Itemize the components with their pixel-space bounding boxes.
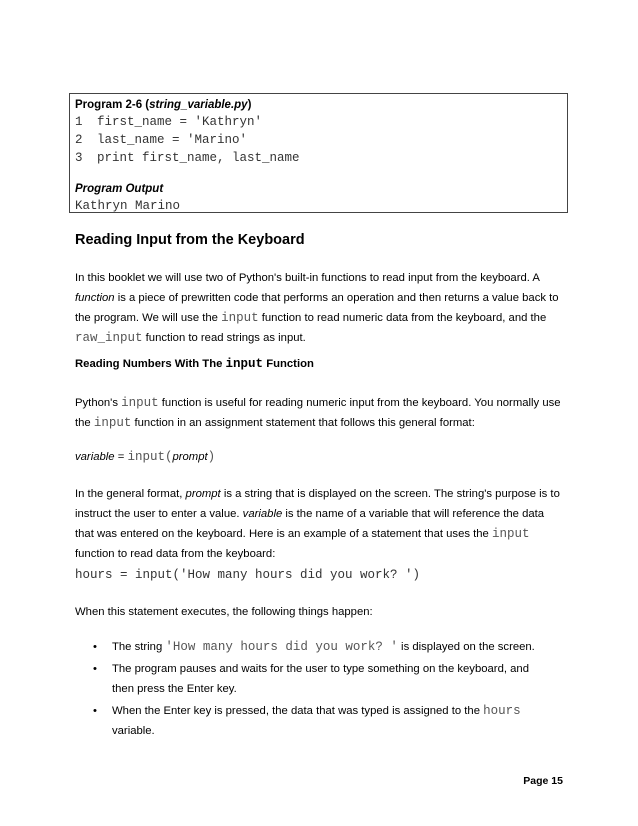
para2-code-1: input [121, 396, 159, 410]
general-format-line [75, 447, 565, 467]
subheading-code: input [225, 357, 264, 371]
intro-term-function: function [75, 292, 115, 304]
list-item: • When the Enter key is pressed, the data that was typed is assigned to the hours variable. [93, 704, 521, 737]
section-heading: Reading Input from the Keyboard [75, 232, 305, 248]
line-number: 1 [75, 115, 83, 129]
program-title [75, 97, 562, 113]
program-title-suffix: ) [247, 99, 252, 111]
bullet2-text: The program pauses and waits for the user to type something on the keyboard, and then press the Enter key. [112, 663, 529, 695]
intro-code-raw-input: raw_input [75, 331, 143, 345]
code-text: last_name = 'Marino' [97, 133, 248, 147]
program-listing-box [69, 93, 568, 213]
para2-text-2: function is useful for reading numeric input from the keyboard. You normally use the [75, 397, 561, 429]
bullet3-text-2: variable. [112, 725, 155, 737]
code-text: first_name = 'Kathryn' [97, 115, 263, 129]
para3-term-variable: variable [242, 508, 283, 520]
para3-text-4: function to read data from the keyboard: [75, 548, 276, 560]
bullet3-text-1: When the Enter key is pressed, the data that was typed is assigned to the [112, 705, 484, 717]
para2-text-1: Python's [75, 397, 122, 409]
bullet-list [93, 637, 543, 741]
bullet1-code: 'How many hours did you work? ' [165, 640, 398, 654]
format-equals: = [114, 451, 128, 463]
format-variable: variable [75, 451, 115, 463]
program-title-file: string_variable.py [149, 99, 248, 111]
para3-text-2: is a string that is displayed on the screen. The string's purpose is to instruct the user to enter a value. [75, 488, 560, 520]
format-func: input( [127, 450, 173, 464]
general-format-paragraph [75, 484, 565, 564]
intro-text-4: function to read strings as input. [142, 332, 306, 344]
intro-text-1: In this booklet we will use two of Python's built-in functions to read input from the keyboard. A [75, 272, 540, 284]
subheading-text-2: Function [263, 358, 314, 370]
code-line [75, 113, 562, 131]
intro-text-3: function to read numeric data from the keyboard, and the [258, 312, 547, 324]
subheading-text-1: Reading Numbers With The [75, 358, 226, 370]
para2-text-3: function in an assignment statement that follows this general format: [131, 417, 475, 429]
para3-text-1: In the general format, [75, 488, 186, 500]
program-output-text: Kathryn Marino [75, 199, 181, 213]
input-function-paragraph [75, 393, 565, 433]
example-code: hours = input('How many hours did you work? ') [75, 568, 421, 582]
line-number: 2 [75, 133, 83, 147]
bullet1-text-2: is displayed on the screen. [397, 641, 535, 653]
list-item: • The string 'How many hours did you work? ' is displayed on the screen. [93, 640, 535, 654]
page-number: Page 15 [523, 775, 563, 787]
code-line [75, 149, 562, 167]
intro-code-input: input [221, 311, 259, 325]
program-title-prefix: Program 2-6 ( [75, 99, 150, 111]
program-output-title: Program Output [75, 183, 164, 195]
bullet3-code: hours [483, 704, 521, 718]
para3-code: input [491, 527, 530, 541]
code-line [75, 131, 562, 149]
line-number: 3 [75, 151, 83, 165]
execution-intro: When this statement executes, the following things happen: [75, 606, 373, 618]
intro-text-2: is a piece of prewritten code that performs an operation and then returns a value back to the program. We will use the [75, 292, 559, 324]
list-item: • The program pauses and waits for the user to type something on the keyboard, and then press the Enter key. [93, 663, 529, 695]
format-close: ) [207, 450, 216, 464]
code-text: print first_name, last_name [97, 151, 300, 165]
para3-term-prompt: prompt [185, 488, 221, 500]
subheading [75, 357, 314, 371]
para3-text-3: is the name of a variable that will reference the data that was entered on the keyboard. Here is an example of a statement that uses the [75, 508, 545, 540]
bullet1-text-1: The string [112, 641, 166, 653]
intro-paragraph [75, 268, 565, 348]
format-prompt: prompt [172, 451, 208, 463]
para2-code-2: input [93, 416, 132, 430]
